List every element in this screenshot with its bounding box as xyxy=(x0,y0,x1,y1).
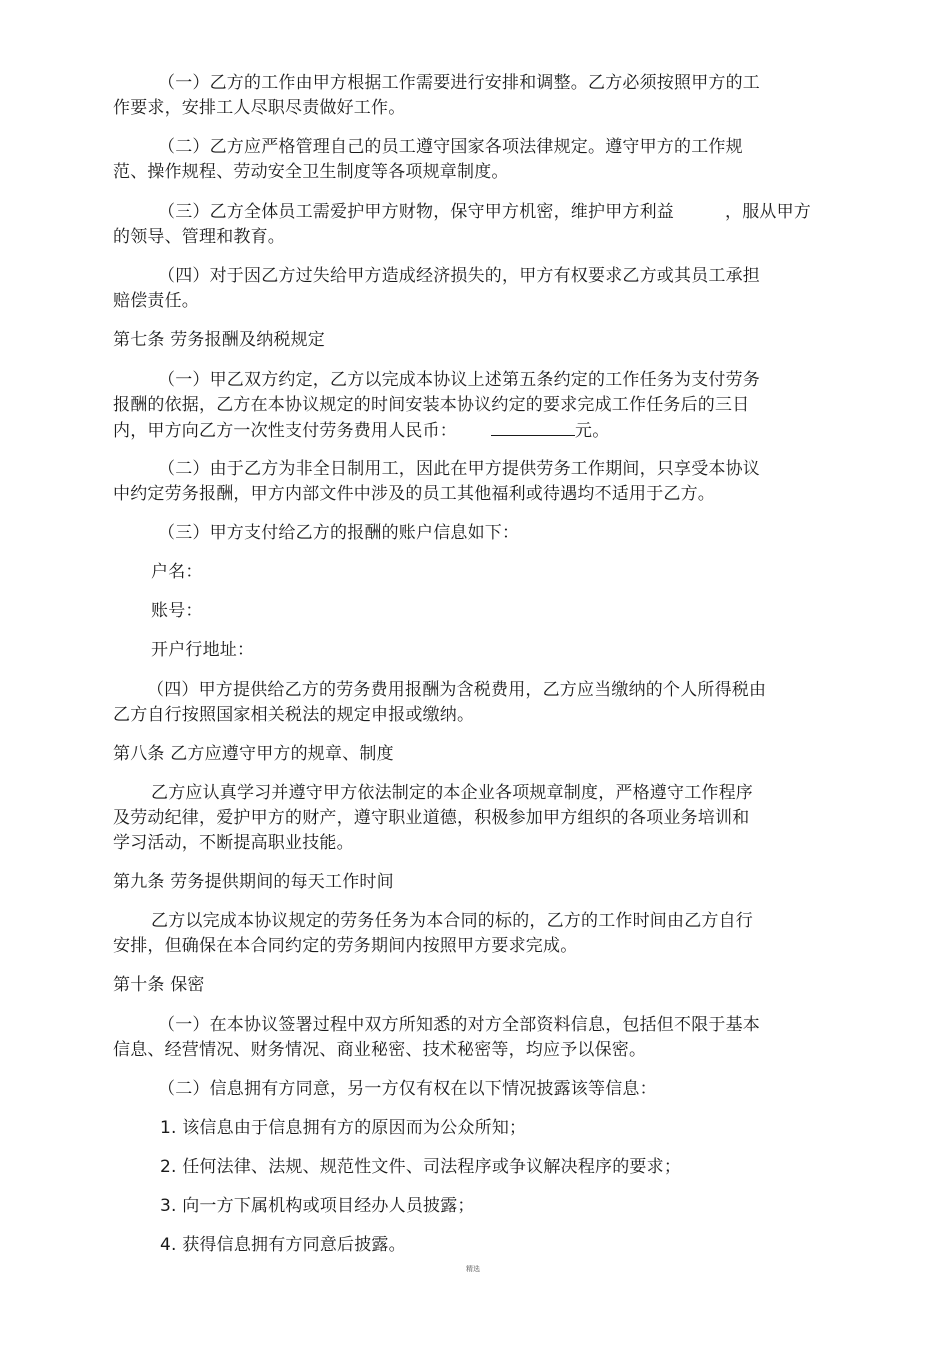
account-number-label: 账号： xyxy=(151,601,203,621)
clause-7-1-line-3 xyxy=(113,419,609,442)
payment-amount-blank xyxy=(491,419,575,436)
clause-6-1-line-2: 作要求，安排工人尽职尽责做好工作。 xyxy=(113,98,406,118)
list-item-4: 4. 获得信息拥有方同意后披露。 xyxy=(160,1235,406,1255)
clause-7-3: （三）甲方支付给乙方的报酬的账户信息如下： xyxy=(158,523,520,543)
clause-7-1-line-1: （一）甲乙双方约定，乙方以完成本协议上述第五条约定的工作任务为支付劳务 xyxy=(158,370,760,390)
clause-6-2-line-1: （二）乙方应严格管理自己的员工遵守国家各项法律规定。遵守甲方的工作规 xyxy=(158,137,743,157)
payment-amount-unit: 元。 xyxy=(575,421,610,441)
article-10-heading: 第十条 保密 xyxy=(113,975,205,995)
article-9-line-2: 安排，但确保在本合同约定的劳务期间内按照甲方要求完成。 xyxy=(113,936,578,956)
list-item-3: 3. 向一方下属机构或项目经办人员披露； xyxy=(160,1196,475,1216)
clause-6-3-line-2: 的领导、管理和教育。 xyxy=(113,227,285,247)
article-9-heading: 第九条 劳务提供期间的每天工作时间 xyxy=(113,872,394,892)
clause-10-2: （二）信息拥有方同意，另一方仅有权在以下情况披露该等信息： xyxy=(158,1079,657,1099)
clause-7-2-line-1: （二）由于乙方为非全日制用工，因此在甲方提供劳务工作期间，只享受本协议 xyxy=(158,459,760,479)
page-footer: 精选 xyxy=(466,1265,480,1273)
list-item-1: 1. 该信息由于信息拥有方的原因而为公众所知； xyxy=(160,1118,527,1138)
clause-7-4-line-2: 乙方自行按照国家相关税法的规定申报或缴纳。 xyxy=(113,705,475,725)
article-9-line-1: 乙方以完成本协议规定的劳务任务为本合同的标的，乙方的工作时间由乙方自行 xyxy=(151,911,753,931)
article-8-line-1: 乙方应认真学习并遵守甲方依法制定的本企业各项规章制度，严格遵守工作程序 xyxy=(151,783,753,803)
bank-address-label: 开户行地址： xyxy=(151,640,255,660)
article-8-heading: 第八条 乙方应遵守甲方的规章、制度 xyxy=(113,744,394,764)
payment-amount-label: 内，甲方向乙方一次性支付劳务费用人民币： xyxy=(113,421,457,441)
clause-6-3-line-1a: （三）乙方全体员工需爱护甲方财物，保守甲方机密，维护甲方利益 xyxy=(158,202,674,222)
clause-7-4-line-1: （四）甲方提供给乙方的劳务费用报酬为含税费用，乙方应当缴纳的个人所得税由 xyxy=(147,680,767,700)
clause-10-1-line-1: （一）在本协议签署过程中双方所知悉的对方全部资料信息，包括但不限于基本 xyxy=(158,1015,760,1035)
clause-7-1-line-2: 报酬的依据，乙方在本协议规定的时间安装本协议约定的要求完成工作任务后的三日 xyxy=(113,395,750,415)
clause-6-1-line-1: （一）乙方的工作由甲方根据工作需要进行安排和调整。乙方必须按照甲方的工 xyxy=(158,73,760,93)
account-name-label: 户名： xyxy=(151,562,203,582)
clause-6-4-line-1: （四）对于因乙方过失给甲方造成经济损失的，甲方有权要求乙方或其员工承担 xyxy=(158,266,760,286)
article-8-line-2: 及劳动纪律，爱护甲方的财产，遵守职业道德，积极参加甲方组织的各项业务培训和 xyxy=(113,808,750,828)
list-item-2: 2. 任何法律、法规、规范性文件、司法程序或争议解决程序的要求； xyxy=(160,1157,682,1177)
article-8-line-3: 学习活动，不断提高职业技能。 xyxy=(113,833,354,853)
article-7-heading: 第七条 劳务报酬及纳税规定 xyxy=(113,330,326,350)
clause-6-4-line-2: 赔偿责任。 xyxy=(113,291,199,311)
clause-10-1-line-2: 信息、经营情况、财务情况、商业秘密、技术秘密等，均应予以保密。 xyxy=(113,1040,647,1060)
clause-6-2-line-2: 范、操作规程、劳动安全卫生制度等各项规章制度。 xyxy=(113,162,509,182)
clause-6-3-line-1b: ，服从甲方 xyxy=(725,202,811,222)
clause-7-2-line-2: 中约定劳务报酬，甲方内部文件中涉及的员工其他福利或待遇均不适用于乙方。 xyxy=(113,484,715,504)
